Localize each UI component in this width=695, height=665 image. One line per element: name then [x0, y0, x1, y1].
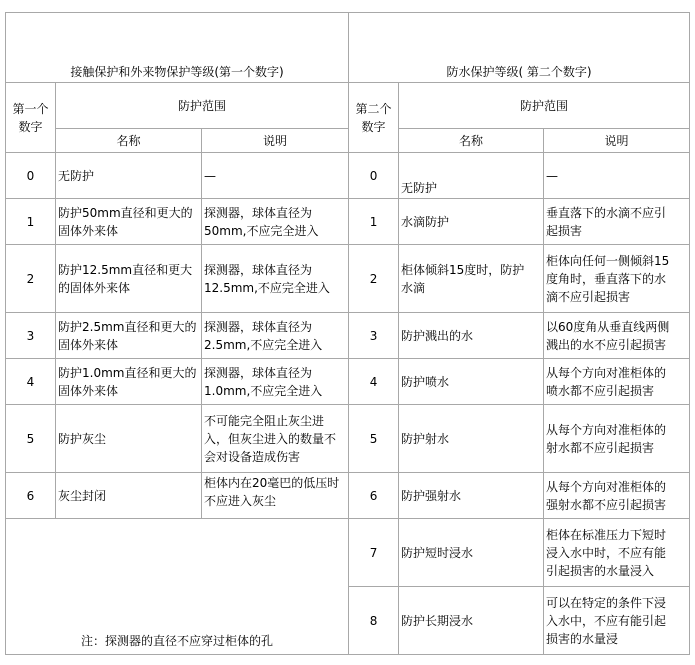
- left-digit-header: 第一个 数字: [6, 83, 56, 153]
- right-title: 防水保护等级( 第二个数字): [349, 13, 690, 83]
- left-digit: 5: [6, 405, 56, 473]
- right-desc: 柜体在标准压力下短时 浸入水中时，不应有能 引起损害的水量浸入: [544, 519, 690, 587]
- table-row: [6, 473, 690, 519]
- left-name: 防护50mm直径和更大的 固体外来体: [56, 199, 202, 245]
- right-desc-header: 说明: [544, 129, 690, 153]
- right-desc: 以60度角从垂直线两侧 溅出的水不应引起损害: [544, 313, 690, 359]
- right-desc: 从每个方向对准柜体的 射水都不应引起损害: [544, 405, 690, 473]
- right-desc: 从每个方向对准柜体的 喷水都不应引起损害: [544, 359, 690, 405]
- right-digit: 8: [349, 587, 399, 655]
- left-desc: 探测器，球体直径为 2.5mm,不应完全进入: [202, 313, 349, 359]
- right-digit: 6: [349, 473, 399, 519]
- right-desc: 从每个方向对准柜体的 强射水都不应引起损害: [544, 473, 690, 519]
- right-name: 无防护: [399, 153, 544, 199]
- table-row: [6, 405, 690, 473]
- left-desc: 柜体内在20毫巴的低压时 不应进入灰尘: [202, 473, 349, 519]
- right-digit-header: 第二个 数字: [349, 83, 399, 153]
- right-digit: 0: [349, 153, 399, 199]
- left-name: 防护12.5mm直径和更大 的固体外来体: [56, 245, 202, 313]
- left-name: 防护灰尘: [56, 405, 202, 473]
- table-row: [6, 313, 690, 359]
- table-row: [6, 199, 690, 245]
- right-name: 防护长期浸水: [399, 587, 544, 655]
- table-row: [6, 519, 690, 587]
- right-digit: 4: [349, 359, 399, 405]
- left-digit: 4: [6, 359, 56, 405]
- left-desc-header: 说明: [202, 129, 349, 153]
- right-digit: 7: [349, 519, 399, 587]
- right-digit: 3: [349, 313, 399, 359]
- left-digit: 0: [6, 153, 56, 199]
- right-name: 防护喷水: [399, 359, 544, 405]
- right-digit: 1: [349, 199, 399, 245]
- left-name-header: 名称: [56, 129, 202, 153]
- left-digit: 2: [6, 245, 56, 313]
- table-row: [6, 153, 690, 199]
- left-name: 防护2.5mm直径和更大的 固体外来体: [56, 313, 202, 359]
- left-note: 注：探测器的直径不应穿过柜体的孔: [6, 519, 349, 655]
- left-range-header: 防护范围: [56, 83, 349, 129]
- right-name: 防护短时浸水: [399, 519, 544, 587]
- right-digit: 2: [349, 245, 399, 313]
- right-name: 水滴防护: [399, 199, 544, 245]
- table-row: [6, 245, 690, 313]
- table-row: [6, 359, 690, 405]
- left-title: 接触保护和外来物保护等级(第一个数字): [6, 13, 349, 83]
- left-name: 防护1.0mm直径和更大的 固体外来体: [56, 359, 202, 405]
- right-desc: 柜体向任何一侧倾斜15 度角时，垂直落下的水 滴不应引起损害: [544, 245, 690, 313]
- right-name-header: 名称: [399, 129, 544, 153]
- right-range-header: 防护范围: [399, 83, 690, 129]
- ip-rating-table: [5, 12, 690, 655]
- left-desc: 探测器，球体直径为 50mm,不应完全进入: [202, 199, 349, 245]
- left-digit: 6: [6, 473, 56, 519]
- right-desc: 可以在特定的条件下浸 入水中，不应有能引起 损害的水量浸: [544, 587, 690, 655]
- right-name: 柜体倾斜15度时，防护 水滴: [399, 245, 544, 313]
- right-desc: 垂直落下的水滴不应引 起损害: [544, 199, 690, 245]
- left-digit: 1: [6, 199, 56, 245]
- left-name: 无防护: [56, 153, 202, 199]
- right-digit: 5: [349, 405, 399, 473]
- right-name: 防护射水: [399, 405, 544, 473]
- right-desc: —: [544, 153, 690, 199]
- left-desc: 探测器，球体直径为 1.0mm,不应完全进入: [202, 359, 349, 405]
- right-name: 防护溅出的水: [399, 313, 544, 359]
- left-digit: 3: [6, 313, 56, 359]
- left-desc: 不可能完全阻止灰尘进 入，但灰尘进入的数量不 会对设备造成伤害: [202, 405, 349, 473]
- left-desc: 探测器，球体直径为 12.5mm,不应完全进入: [202, 245, 349, 313]
- left-desc: —: [202, 153, 349, 199]
- left-name: 灰尘封闭: [56, 473, 202, 519]
- right-name: 防护强射水: [399, 473, 544, 519]
